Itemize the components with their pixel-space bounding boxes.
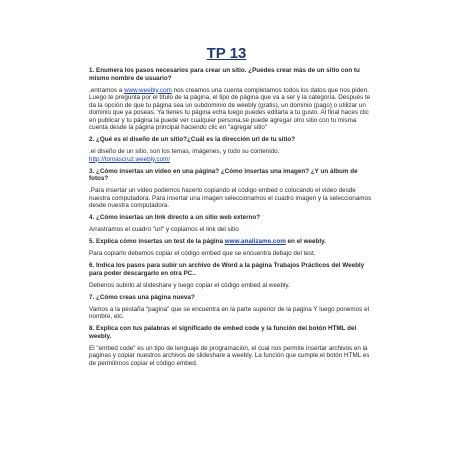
answer-paragraph [89, 148, 374, 163]
question-paragraph [89, 136, 374, 144]
paragraph-text: Vamos a la pestaña "pagina" que se encuentra en la parte superior de la pagina Y luego ponemos el nombre, etc. [89, 305, 369, 320]
paragraph-text: nos creamos una cuenta completamos todos los datos que nos piden. Luego te pregunta por el título de la página, el tipo de página que va a ser y la categoría. Después te da la opción de que tu página sea un subdominio de weebly (gratis), un dominio (pago) o utilizar un dominio que ya poseas. Ya tienes tu página echa luego puedes editarla a tu gusto. Al final haces clic en publicar y tu página la puede ver cualquier persona.se puede agregar otro sitio con tu misma cuenta desde la página principal haciendo clic en "agregar sitio" [89, 86, 371, 131]
paragraph-text: 2. ¿Qué es el diseño de un sitio?¿Cuál es la dirección url de tu sitio? [89, 136, 296, 143]
paragraph-text: .entramos a [89, 86, 124, 94]
paragraph-text: 4. ¿Cómo insertas un link directo a un sitio web externo? [89, 214, 261, 221]
paragraph-text: 3. ¿Cómo insertas un video en una página? ¿Cómo insertas una imagen? ¿Y un álbum de fotos? [89, 167, 358, 182]
document-title: TP 13 [206, 45, 247, 62]
question-paragraph [89, 294, 374, 302]
paragraph-text: Para copiarlo debemos copiar el código embed que se encuentra debajo del test. [89, 250, 316, 257]
paragraph-text: Debenos subirlo al slideshare y luego copiar el código embed al weebly. [89, 281, 290, 289]
document-body [89, 67, 374, 372]
paragraph-text: 6. Indica los pasos para subir un archivo de Word a la página Trabajos Prácticos del Weebly para poder descargarlo en otra PC.. [89, 262, 365, 277]
paragraph-text: .Para insertar un video podemos hacerlo copiando el código embed o colocando el video desde nuestra computadora. Para insertar una imagen seleccionamos el cuadro imagen y la seleccionamos desde nuestra computadora. [89, 187, 372, 209]
paragraph-text: Arrastramos el cuadro "url" y copiamos el link del sitio [89, 226, 239, 233]
question-paragraph [89, 67, 374, 82]
answer-paragraph [89, 282, 374, 290]
hyperlink[interactable]: http://tomascruz.weebly.com/ [89, 155, 171, 163]
question-paragraph [89, 262, 374, 277]
paragraph-text: en el weebly. [285, 238, 326, 245]
paragraph-text: 5. Explica cómo insertas un test de la página [89, 238, 225, 245]
answer-paragraph [89, 345, 374, 368]
paragraph-text: 7. ¿Cómo creas una página nueva? [89, 293, 195, 301]
question-paragraph [89, 238, 374, 246]
answer-paragraph [89, 87, 374, 132]
paragraph-text: .el diseño de un sitio, son los temas, imágenes, y todo su contenido. [89, 148, 280, 155]
answer-paragraph [89, 226, 374, 234]
question-paragraph [89, 168, 374, 183]
answer-paragraph [89, 187, 374, 210]
answer-paragraph [89, 306, 374, 321]
hyperlink[interactable]: www.weebly.com [124, 86, 172, 94]
hyperlink[interactable]: www.analizame.com [224, 238, 286, 245]
paragraph-text: El "embed code" es un tipo de lenguaje de programación, el cual nos permite insertar archivos en la paginas y copiar nuestros archivos de slideshare a weebly. La función que cumple el botón HTML es de permitirnos copiar el código embed. [89, 344, 370, 367]
paragraph-text: 1. Enumera los pasos necesarios para crear un sitio. ¿Puedes crear más de un sitio con tu mismo nombre de usuario? [89, 67, 360, 82]
paragraph-text: 8. Explica con tus palabras el significado de embed code y la función del botón HTML del weebly. [89, 325, 357, 340]
answer-paragraph [89, 250, 374, 258]
question-paragraph [89, 214, 374, 222]
question-paragraph [89, 325, 374, 340]
